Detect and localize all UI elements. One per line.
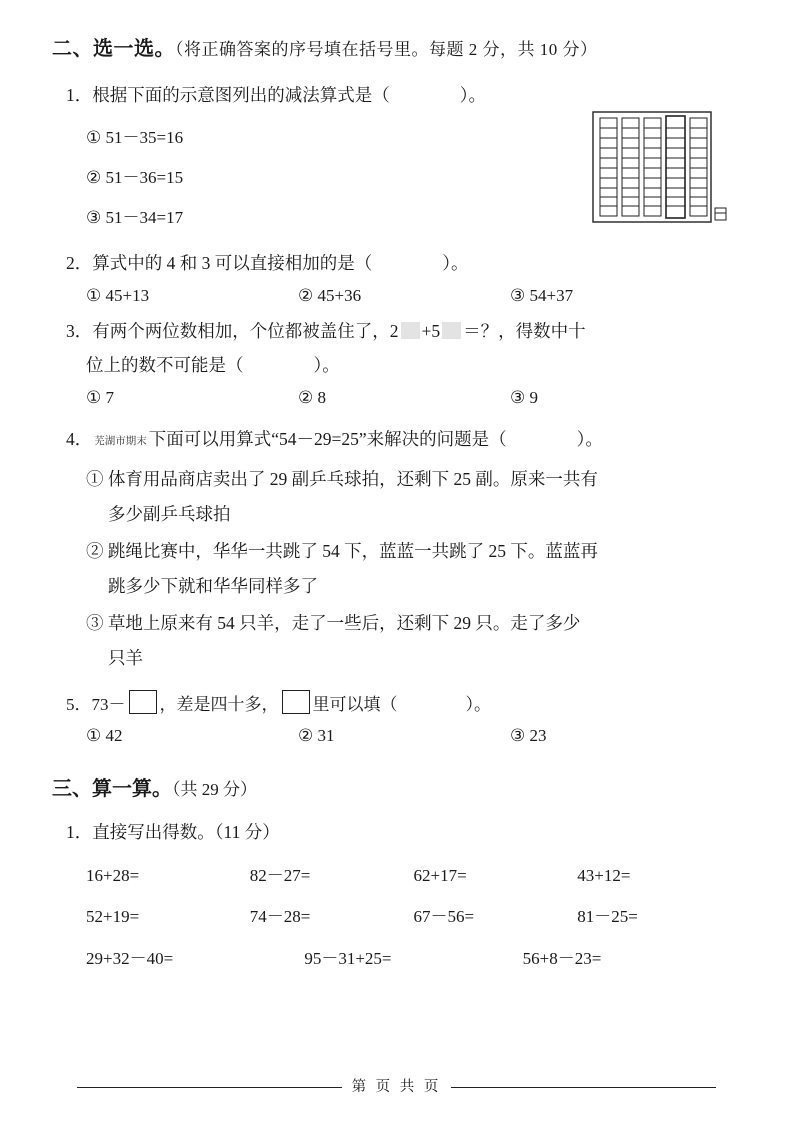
option-line: 只羊 (108, 648, 143, 669)
page-footer (0, 1075, 793, 1096)
option-item[interactable]: ② 45+36 (298, 286, 362, 306)
calc-cell[interactable]: 81－25= (577, 907, 638, 927)
question-4-index: 4． (66, 429, 93, 450)
section-3-title: 三、算一算。 (52, 777, 172, 800)
option-item[interactable]: ② 8 (298, 388, 326, 408)
option-line: 多少副乒乓球拍 (108, 504, 231, 525)
calc-cell[interactable]: 67－56= (413, 907, 475, 927)
question-4-option-2[interactable] (52, 534, 741, 604)
question-3-options (52, 388, 741, 408)
question-5-stem-part3: 里可以填（ ）。 (312, 695, 491, 715)
question-4-stem: 下面可以用算式“54－29=25”来解决的问题是（ ）。 (148, 429, 603, 450)
question-4-option-1[interactable] (52, 462, 741, 532)
option-item[interactable]: ① 51－35=16 (86, 128, 184, 148)
calc-cell[interactable]: 43+12= (577, 865, 631, 885)
answer-blank-box[interactable] (129, 690, 157, 714)
question-3-stem-part1: 3．有两个两位数相加，个位都被盖住了，2 (66, 321, 399, 342)
calc-row (86, 855, 741, 897)
option-item[interactable]: ① 45+13 (86, 286, 150, 306)
question-2 (52, 246, 741, 280)
answer-blank-box[interactable] (282, 690, 310, 714)
question-5 (52, 688, 741, 721)
footer-rule (52, 1075, 742, 1096)
question-1 (52, 78, 741, 112)
question-6-stem: 1．直接写出得数。（11 分） (66, 821, 280, 842)
calc-cell[interactable]: 62+17= (413, 865, 467, 885)
calc-cell[interactable]: 56+8－23= (522, 948, 602, 968)
question-5-stem-part2: ，差是四十多， (159, 695, 279, 715)
calc-cell[interactable]: 52+19= (86, 907, 140, 927)
section-heading-3 (52, 772, 741, 801)
question-3-stem-part2: +5 (421, 321, 441, 342)
option-line: ③ 草地上原来有 54 只羊，走了一些后，还剩下 29 只。走了多少 (86, 613, 581, 634)
option-item[interactable]: ① 42 (86, 725, 123, 745)
calc-cell[interactable]: 74－28= (249, 907, 311, 927)
footer-line-right (451, 1087, 716, 1088)
question-3 (52, 314, 741, 382)
question-1-stem: 1．根据下面的示意图列出的减法算式是（ ）。 (66, 85, 486, 105)
calc-cell[interactable]: 82－27= (249, 865, 311, 885)
calc-cell[interactable]: 29+32－40= (86, 948, 174, 968)
option-item[interactable]: ③ 23 (510, 725, 547, 745)
question-5-options (52, 726, 741, 746)
question-3-stem-line2: 位上的数不可能是（ ）。 (86, 355, 340, 376)
question-2-stem: 2．算式中的 4 和 3 可以直接相加的是（ ）。 (66, 252, 469, 273)
question-4 (52, 422, 741, 456)
calc-cell[interactable]: 95－31+25= (304, 948, 392, 968)
covered-digit-box (442, 322, 461, 339)
question-3-stem-part3: ＝？，得数中十 (463, 321, 586, 342)
section-2-title: 二、选一选。 (52, 38, 175, 60)
option-line: ② 跳绳比赛中，华华一共跳了 54 下，蓝蓝一共跳了 25 下。蓝蓝再 (86, 541, 598, 562)
section-2-note: （将正确答案的序号填在括号里。每题 2 分，共 10 分） (175, 40, 598, 59)
calc-cell[interactable]: 16+28= (86, 865, 140, 885)
option-item[interactable]: ② 51－36=15 (86, 168, 184, 188)
covered-digit-box (401, 322, 420, 339)
question-6 (52, 815, 741, 849)
option-item[interactable]: ③ 9 (510, 388, 538, 408)
footer-line-left (77, 1087, 342, 1088)
source-tag: 芜湖市期末 (94, 435, 147, 448)
bundled-sticks-diagram (591, 108, 741, 236)
section-heading-2 (52, 34, 741, 64)
question-4-option-3[interactable] (52, 606, 741, 676)
option-line: 跳多少下就和华华同样多了 (108, 576, 318, 597)
option-item[interactable]: ① 7 (86, 388, 114, 408)
calc-row (86, 938, 741, 980)
calc-row (86, 896, 741, 938)
footer-text: 第 页 共 页 (342, 1075, 452, 1096)
section-3-note: （共 29 分） (172, 779, 257, 799)
option-line: ① 体育用品商店卖出了 29 副乒乓球拍，还剩下 25 副。原来一共有 (86, 469, 598, 490)
option-item[interactable]: ③ 54+37 (510, 286, 574, 306)
question-5-stem-part1: 5．73－ (66, 695, 126, 715)
option-item[interactable]: ② 31 (298, 725, 335, 745)
calculation-grid (52, 855, 741, 980)
option-item[interactable]: ③ 51－34=17 (86, 208, 184, 227)
question-2-options (52, 286, 741, 306)
